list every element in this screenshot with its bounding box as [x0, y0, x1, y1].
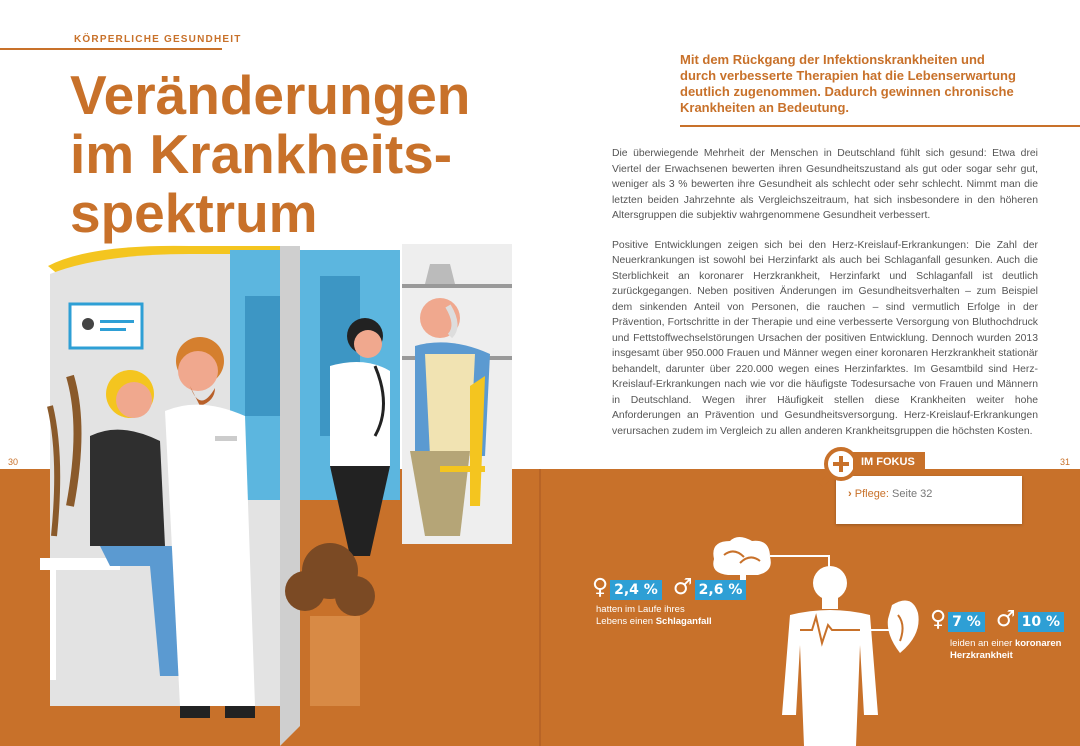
- doctor-office-illustration: [30, 236, 530, 746]
- lead-paragraph: Mit dem Rückgang der Infektionskrankheiten und durch verbesserte Therapien hat die Lebenserwartung deutlich zugenommen. Dadurch gewinnen chronische Krankheiten an Bedeutung.: [680, 52, 1016, 115]
- body-text: [612, 146, 1038, 453]
- im-fokus-box: [836, 476, 1022, 524]
- section-rule: [0, 48, 222, 50]
- fokus-item-label: Pflege:: [854, 488, 889, 500]
- nurse-coat: [330, 362, 390, 466]
- title-line-2: im Krankheits-: [70, 123, 453, 185]
- section-label: KÖRPERLICHE GESUNDHEIT: [74, 34, 242, 45]
- heart-male-value: 10 %: [1018, 612, 1064, 632]
- heart-stats: [930, 607, 1064, 632]
- page-number-left: 30: [8, 457, 19, 467]
- title-line-3: spektrum: [70, 182, 318, 244]
- page-number-right: 31: [1060, 457, 1071, 467]
- doctor-coat: [165, 405, 255, 706]
- im-fokus-tag: IM FOKUS: [853, 452, 925, 472]
- stroke-male-value: 2,6 %: [695, 580, 747, 600]
- body-silhouette-infographic: [700, 535, 930, 746]
- patient-face: [116, 382, 152, 418]
- female-symbol-icon: ♀: [592, 575, 609, 600]
- male-symbol-icon: ♂: [672, 575, 693, 600]
- title-line-1: Veränderungen: [70, 64, 471, 126]
- certificate-seal: [82, 318, 94, 330]
- male-symbol-icon: ♂: [995, 607, 1016, 632]
- heart-female-value: 7 %: [948, 612, 985, 632]
- plant-pot: [310, 616, 360, 706]
- stroke-female-value: 2,4 %: [610, 580, 662, 600]
- heart-caption: leiden an einer koronaren Herzkrankheit: [950, 638, 1062, 661]
- certificate: [70, 304, 142, 348]
- page-title: [70, 66, 490, 243]
- fokus-item-ref: Seite 32: [892, 488, 933, 500]
- door: [280, 246, 300, 746]
- stroke-stats: [592, 575, 746, 600]
- doctor-face: [178, 351, 218, 391]
- lead-rule: [680, 125, 1080, 127]
- stroke-caption: hatten im Laufe ihres Lebens einen Schlaganfall: [596, 604, 712, 627]
- body-paragraph-2: Positive Entwicklungen zeigen sich bei den Herz-Kreislauf-Erkrankungen: Die Zahl der Neuerkrankungen ist sowohl bei Herzinfarkt als auch bei Schlaganfall gesunken. Auch die Sterblichkeit an koronarer Herzkrankheit, Herzinfarkt und Schlaganfall ist deutlich zurückgegangen. Neben positiven Änderungen im Gesundheitsverhalten – zum Beispiel dem sinkenden Anteil von Personen, die rauchen – sind vermutlich Erfolge in der Prävention, Fortschritte in der Therapie und eine verbesserte Versorgung von Bluthochdruck und Fettstoffwechselstörungen Ursachen der positiven Entwicklung. Dennoch wurden 2013 insgesamt über 950.000 Frauen und Männer wegen einer koronaren Herzkrankheit stationär behandelt, darunter über 220.000 wegen eines Herzinfarktes. Im Gesamtbild sind Herz-Kreislauf-Erkrankungen nach wie vor die häufigste Todesursache von Frauen und Männern in Deutschland. Wegen ihrer Häufigkeit stellen diese Krankheiten weiter hohe Anforderungen an Prävention und Gesundheitsversorgung. Herz-Kreislauf-Erkrankungen verursachen zudem im Vergleich zu allen anderen Krankheitsgruppen die höchsten Kosten.: [612, 239, 1038, 437]
- female-symbol-icon: ♀: [930, 607, 947, 632]
- fokus-link-pflege[interactable]: [848, 488, 932, 500]
- body-paragraph-1: Die überwiegende Mehrheit der Menschen in Deutschland fühlt sich gesund: Etwa drei Viertel der Erwachsenen bewerten ihren Gesundheitszustand als gut oder sogar sehr gut, weniger als 3 % bewerten ihre Gesundheit als schlecht oder sehr schlecht. Nimmt man die letzten beiden Jahrzehnte als Vergleichszeitraum, hat sich insbesondere in den höheren Altersgruppen die subjektiv wahrgenommene Gesundheit verbessert.: [612, 148, 1038, 221]
- nurse-face: [354, 330, 382, 358]
- page-gutter: [539, 469, 541, 746]
- chevron-right-icon: ›: [848, 488, 852, 500]
- patient-body: [90, 430, 165, 546]
- head-silhouette: [813, 566, 847, 600]
